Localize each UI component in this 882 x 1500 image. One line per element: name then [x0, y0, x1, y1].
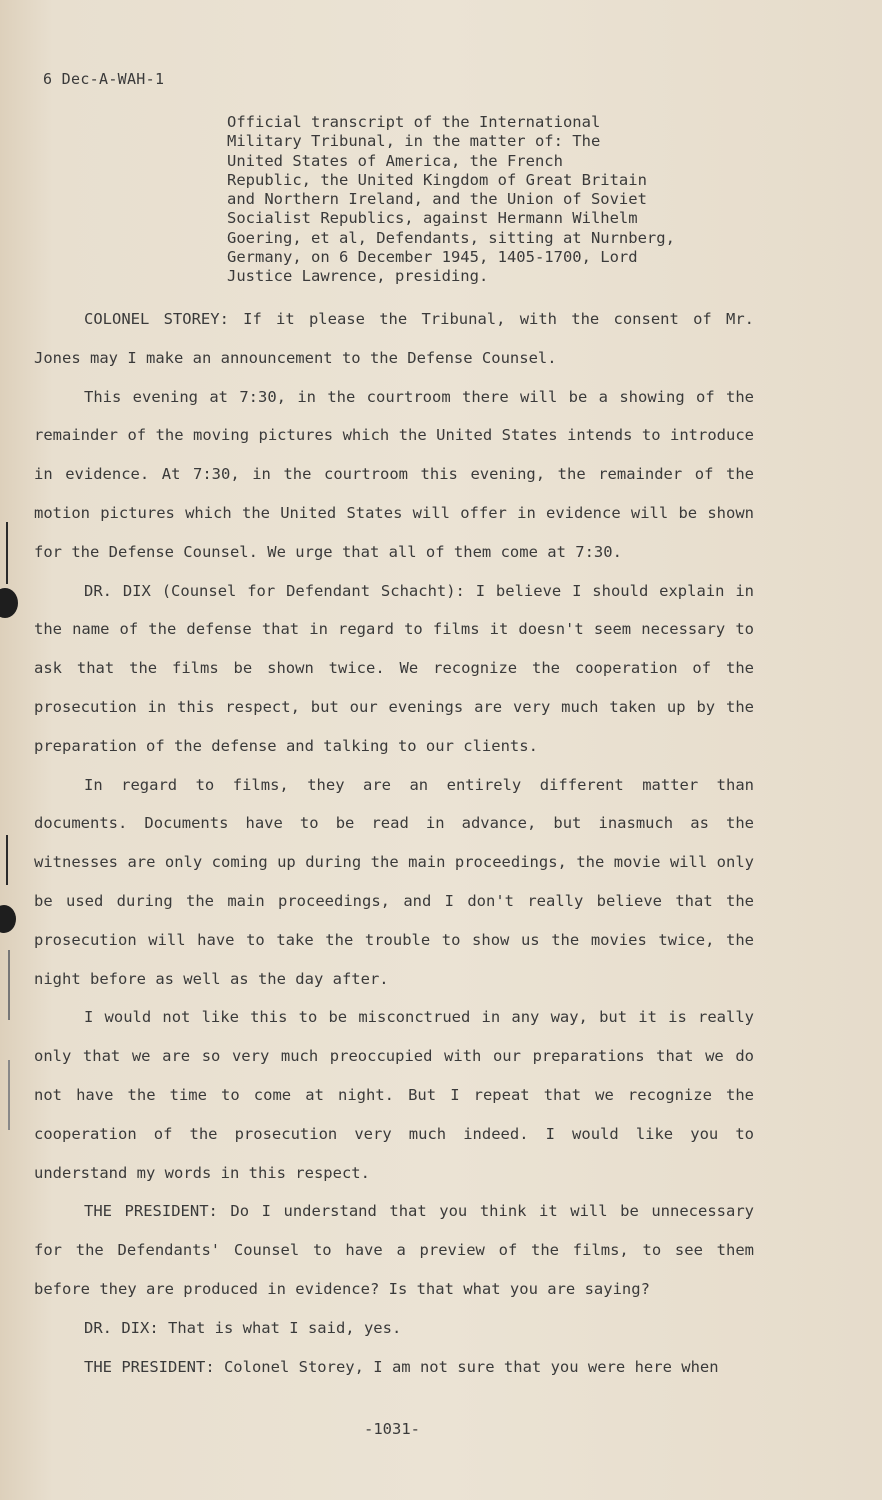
transcript-heading: Official transcript of the International Military Tribunal, in the matter of: The United States of America, the French Republic, the United Kingdom of Great Britain and Northern Ireland, and the Union of Soviet Socialist Republics, against Hermann Wilhelm Goering, et al, Defendants, sitting at Nurnberg, Germany, on 6 December 1945, 1405-1700, Lord Justice Lawrence, presiding.	[227, 113, 675, 286]
page-number: -1031-	[364, 1420, 420, 1438]
binder-hole-bottom	[0, 905, 16, 933]
transcript-body	[34, 300, 754, 1386]
edge-mark	[8, 950, 10, 1020]
paragraph: THE PRESIDENT: Do I understand that you think it will be unnecessary for the Defendants' Counsel to have a preview of the films, to see them before they are produced in evidence? Is that what you are saying?	[34, 1202, 754, 1298]
paragraph: DR. DIX (Counsel for Defendant Schacht): I believe I should explain in the name of the defense that in regard to films it doesn't seem necessary to ask that the films be shown twice. We recognize the cooperation of the prosecution in this respect, but our evenings are very much taken up by the preparation of the defense and talking to our clients.	[34, 581, 754, 755]
paragraph: I would not like this to be misconctrued in any way, but it is really only that we are so very much preoccupied with our preparations that we do not have the time to come at night. But I repeat that we recognize the cooperation of the prosecution very much indeed. I would like you to understand my words in this respect.	[34, 1008, 754, 1182]
paragraph: DR. DIX: That is what I said, yes.	[84, 1318, 402, 1337]
binder-hole-top	[0, 588, 18, 618]
document-reference: 6 Dec-A-WAH-1	[43, 70, 165, 88]
paragraph: In regard to films, they are an entirely different matter than documents. Documents have to be read in advance, but inasmuch as the witnesses are only coming up during the main proceedings, the movie will only be used during the main proceedings, and I don't really believe that the prosecution will have to take the trouble to show us the movies twice, the night before as well as the day after.	[34, 775, 754, 988]
edge-mark	[6, 522, 8, 584]
paragraph: THE PRESIDENT: Colonel Storey, I am not sure that you were here when	[84, 1357, 719, 1376]
paragraph: This evening at 7:30, in the courtroom there will be a showing of the remainder of the moving pictures which the United States intends to introduce in evidence. At 7:30, in the courtroom this evening, the remainder of the motion pictures which the United States will offer in evidence will be shown for the Defense Counsel. We urge that all of them come at 7:30.	[34, 387, 754, 561]
edge-mark	[8, 1060, 10, 1130]
edge-mark	[6, 835, 8, 885]
paragraph: COLONEL STOREY: If it please the Tribunal, with the consent of Mr. Jones may I make an announcement to the Defense Counsel.	[34, 310, 754, 367]
